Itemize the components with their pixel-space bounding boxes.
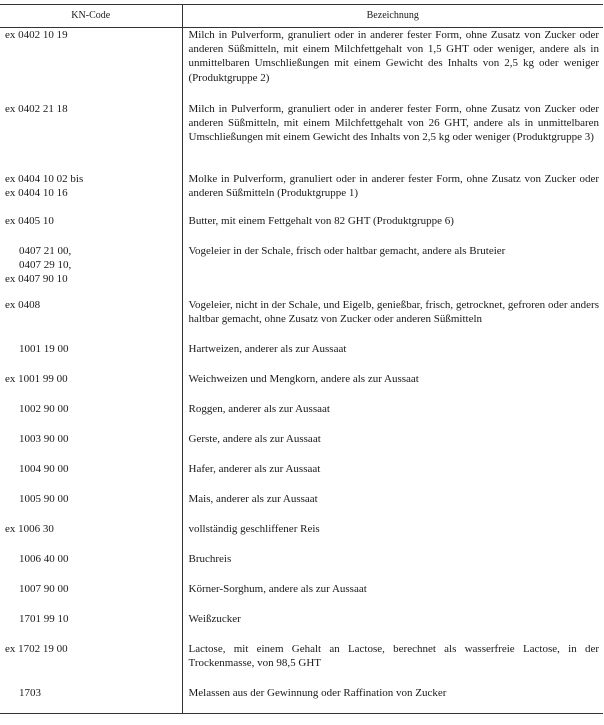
- kn-code-cell: [0, 642, 182, 686]
- kn-code: 1003 90 00: [19, 432, 69, 445]
- bezeichnung-cell: Butter, mit einem Fettgehalt von 82 GHT (Produktgruppe 6): [188, 214, 454, 227]
- bezeichnung-cell: Milch in Pulverform, granuliert oder in anderer fester Form, ohne Zusatz von Zucker oder anderen Süßmitteln, mit einem Milchfettgehalt von 26 GHT, andere als in unmittelbaren Umschließungen mit einem Gewicht des Inhalts von 2,5 kg oder weniger (Produktgruppe 3): [188, 102, 599, 143]
- kn-code-cell: [0, 686, 182, 714]
- kn-code-cell: [0, 612, 182, 642]
- bezeichnung-cell: Lactose, mit einem Gehalt an Lactose, berechnet als wasserfreie Lactose, in der Trockenmasse, von 98,5 GHT: [188, 642, 599, 669]
- table-row: [0, 298, 603, 342]
- table-row: [0, 582, 603, 612]
- kn-code-cell: [0, 28, 182, 102]
- table-row: [0, 342, 603, 372]
- table-row: [0, 462, 603, 492]
- kn-code: ex 0407 90 10: [5, 272, 68, 285]
- table-row: [0, 372, 603, 402]
- kn-code: ex 1006 30: [5, 522, 54, 535]
- table-row: [0, 102, 603, 172]
- kn-code: ex 0408: [5, 298, 41, 311]
- kn-code: 1701 99 10: [19, 612, 69, 625]
- bezeichnung-cell: Weißzucker: [188, 612, 241, 625]
- kn-code: ex 0402 21 18: [5, 102, 68, 115]
- kn-code: 0407 29 10,: [19, 258, 72, 271]
- kn-code-cell: [0, 172, 182, 214]
- kn-code-cell: [0, 492, 182, 522]
- table-row: [0, 432, 603, 462]
- table-row: [0, 402, 603, 432]
- kn-code-cell: [0, 582, 182, 612]
- kn-code-cell: [0, 244, 182, 298]
- kn-code-cell: [0, 552, 182, 582]
- bezeichnung-cell: Körner-Sorghum, andere als zur Aussaat: [188, 582, 367, 595]
- bezeichnung-cell: Mais, anderer als zur Aussaat: [188, 492, 318, 505]
- kn-code: 1005 90 00: [19, 492, 69, 505]
- kn-code-cell: [0, 522, 182, 552]
- kn-code-cell: [0, 342, 182, 372]
- kn-code: ex 1702 19 00: [5, 642, 68, 655]
- kn-code: 1006 40 00: [19, 552, 69, 565]
- header-bezeichnung: Bezeichnung: [182, 5, 603, 28]
- kn-code: ex 1001 99 00: [5, 372, 68, 385]
- table-row: [0, 686, 603, 714]
- kn-code: 1004 90 00: [19, 462, 69, 475]
- kn-code-cell: [0, 462, 182, 492]
- kn-code-cell: [0, 298, 182, 342]
- table-header-row: [0, 5, 603, 28]
- bezeichnung-cell: Molke in Pulverform, granuliert oder in anderer fester Form, ohne Zusatz von Zucker oder anderen Süßmitteln (Produktgruppe 1): [188, 172, 599, 199]
- kn-code-cell: [0, 102, 182, 172]
- table-row: [0, 28, 603, 102]
- bezeichnung-cell: Roggen, anderer als zur Aussaat: [188, 402, 330, 415]
- bezeichnung-cell: Hafer, anderer als zur Aussaat: [188, 462, 321, 475]
- table-row: [0, 642, 603, 686]
- kn-code-cell: [0, 214, 182, 244]
- kn-code-cell: [0, 432, 182, 462]
- table-row: [0, 172, 603, 214]
- table-row: [0, 552, 603, 582]
- bezeichnung-cell: Melassen aus der Gewinnung oder Raffination von Zucker: [182, 686, 603, 714]
- kn-code: 1001 19 00: [19, 342, 69, 355]
- kn-code-cell: [0, 402, 182, 432]
- table-row: [0, 492, 603, 522]
- bezeichnung-cell: Vogeleier, nicht in der Schale, und Eigelb, genießbar, frisch, getrocknet, gefroren oder anders haltbar gemacht, ohne Zusatz von Zucker oder anderen Süßmitteln: [188, 298, 599, 325]
- header-kn-code: KN-Code: [0, 5, 182, 28]
- bezeichnung-cell: Hartweizen, anderer als zur Aussaat: [188, 342, 347, 355]
- kn-code: 1703: [19, 686, 41, 699]
- bezeichnung-cell: Bruchreis: [188, 552, 232, 565]
- bezeichnung-cell: Weichweizen und Mengkorn, andere als zur Aussaat: [188, 372, 419, 385]
- kn-code: 1007 90 00: [19, 582, 69, 595]
- kn-code: 1002 90 00: [19, 402, 69, 415]
- table-body: [0, 28, 603, 714]
- table-row: [0, 244, 603, 298]
- bezeichnung-cell: Gerste, andere als zur Aussaat: [188, 432, 321, 445]
- kn-code: ex 0402 10 19: [5, 29, 68, 41]
- table-row: [0, 522, 603, 552]
- bezeichnung-cell: Vogeleier in der Schale, frisch oder haltbar gemacht, andere als Bruteier: [188, 244, 506, 257]
- bezeichnung-cell: vollständig geschliffener Reis: [188, 522, 320, 535]
- table-row: [0, 214, 603, 244]
- kn-code: ex 0405 10: [5, 214, 54, 227]
- table-row: [0, 612, 603, 642]
- kn-code: ex 0404 10 16: [5, 186, 68, 199]
- bezeichnung-cell: Milch in Pulverform, granuliert oder in anderer fester Form, ohne Zusatz von Zucker oder anderen Süßmitteln, mit einem Milchfettgehalt von 1,5 GHT oder weniger, andere als in unmittelbaren Umschließungen mit einem Gewicht des Inhalts von 2,5 kg oder weniger (Produktgruppe 2): [188, 29, 599, 84]
- kn-code: ex 0404 10 02 bis: [5, 172, 84, 185]
- kn-code: 0407 21 00,: [19, 244, 72, 257]
- kn-code-table: [0, 4, 603, 714]
- kn-code-cell: [0, 372, 182, 402]
